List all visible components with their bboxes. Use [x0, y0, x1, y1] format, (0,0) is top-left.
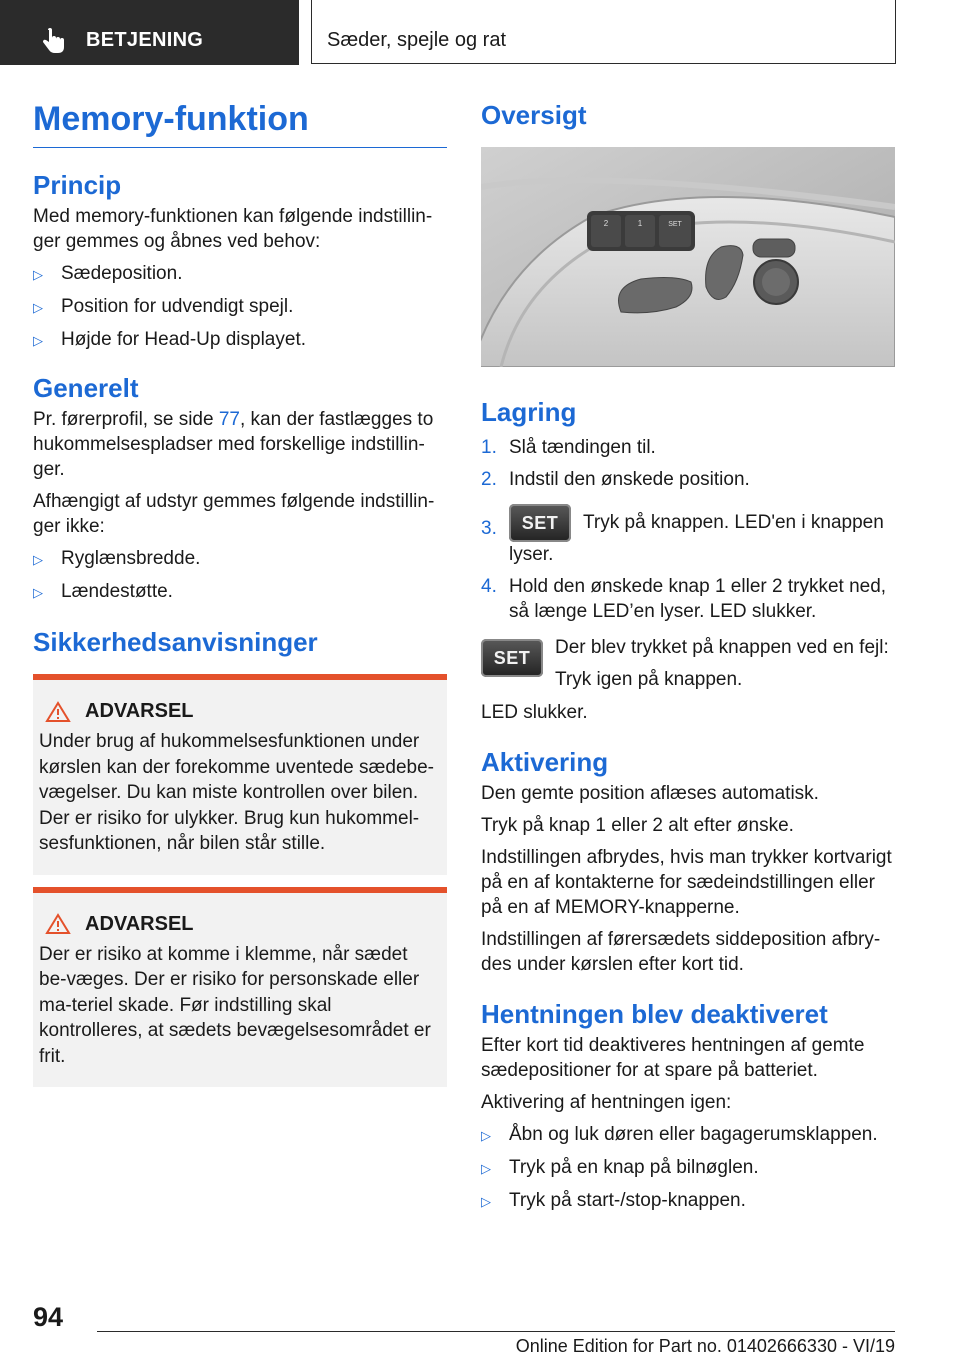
list-item: ▷ Sædeposition. [33, 261, 447, 287]
generelt-paragraph-1: Pr. førerprofil, se side 77, kan der fastlægges to hukommelsespladser med forskellige indstillin-ger. [33, 409, 434, 480]
warning-title: ADVARSEL [85, 700, 194, 722]
list-item: ▷ Tryk på start-/stop-knappen. [481, 1188, 895, 1214]
warning-header [45, 913, 439, 936]
warning-box [33, 674, 447, 875]
aktivering-heading: Aktivering [481, 747, 609, 777]
note-text: Tryk igen på knappen. [555, 669, 743, 690]
list-item: 1. Slå tændingen til. [481, 437, 656, 458]
list-item: ▷ Åbn og luk døren eller bagagerumsklappen. [481, 1122, 895, 1148]
right-column [481, 100, 895, 1214]
left-column [33, 100, 447, 1087]
hentning-paragraph: Efter kort tid deaktiveres hentningen af gemte sædepositioner for at spare på batteriet. [481, 1035, 865, 1081]
edition-note: Online Edition for Part no. 01402666330 - VI/19 [515, 1336, 895, 1356]
list-item: ▷ Lændestøtte. [33, 579, 447, 605]
princip-intro: Med memory-funktionen kan følgende indstillin-ger gemmes og åbnes ved behov: [33, 206, 433, 252]
page-title: Memory-funktion [33, 100, 447, 148]
list-item: ▷ Ryglænsbredde. [33, 546, 447, 572]
warning-text: Der er risiko at komme i klemme, når sædet be-væges. Der er risiko for personskade eller ma-teriel skade. Før indstilling skal kontrolleres, at sædets bevægelsesområdet er frit. [39, 943, 431, 1067]
hentning-heading: Hentningen blev deaktiveret [481, 999, 828, 1029]
set-note [481, 635, 895, 692]
princip-heading: Princip [33, 170, 122, 200]
oversigt-heading: Oversigt [481, 100, 587, 130]
set-label: SET [668, 221, 682, 228]
chapter-tab [311, 0, 896, 64]
list-item: ▷ Højde for Head-Up displayet. [33, 327, 447, 353]
princip-list [33, 261, 447, 353]
triangle-bullet-icon: ▷ [481, 1128, 491, 1143]
warning-header [45, 700, 439, 723]
warning-title: ADVARSEL [85, 912, 194, 935]
page-number: 94 [33, 1302, 64, 1332]
note-text: Der blev trykket på knappen ved en fejl: [555, 637, 889, 658]
chapter-title: Sæder, spejle og rat [327, 29, 506, 51]
set-button-icon: SET [509, 504, 571, 542]
warning-box [33, 887, 447, 1088]
hentning-paragraph: Aktivering af hentningen igen: [481, 1092, 732, 1113]
triangle-bullet-icon: ▷ [481, 1161, 491, 1176]
section-tab [0, 0, 299, 65]
triangle-bullet-icon: ▷ [33, 333, 43, 348]
hand-touch-icon [40, 27, 68, 55]
list-item: ▷ Position for udvendigt spejl. [33, 294, 447, 320]
lagring-heading: Lagring [481, 397, 577, 427]
triangle-bullet-icon: ▷ [481, 1194, 491, 1209]
note-text: LED slukker. [481, 702, 588, 723]
list-item: 3. SET Tryk på knappen. LED'en i knappen lyser. [481, 504, 895, 567]
memory-2-label: 2 [603, 219, 609, 228]
list-item: 2. Indstil den ønskede position. [481, 469, 750, 490]
list-item: ▷ Tryk på en knap på bilnøglen. [481, 1155, 895, 1181]
triangle-bullet-icon: ▷ [33, 585, 43, 600]
seat-controls-illustration [481, 147, 895, 367]
warning-triangle-icon [45, 913, 71, 935]
aktivering-paragraph: Den gemte position aflæses automatisk. [481, 783, 819, 804]
triangle-bullet-icon: ▷ [33, 300, 43, 315]
aktivering-paragraph: Indstillingen afbrydes, hvis man trykker kortvarigt på en af kontakterne for sædeindstillingen eller på en af MEMORY-knapperne. [481, 847, 892, 918]
lagring-steps [481, 435, 895, 624]
warning-text: Under brug af hukommelsesfunktionen under kørslen kan der forekomme uventede sædebe-vægelser. Du kan miste kontrollen over bilen. Der er risiko for ulykker. Brug kun hukommel-sesfunktionen, når bilen står stille. [39, 731, 434, 854]
list-item: 4. Hold den ønskede knap 1 eller 2 trykket ned, så længe LED’en lyser. LED slukker. [481, 576, 887, 622]
triangle-bullet-icon: ▷ [33, 267, 43, 282]
aktivering-paragraph: Indstillingen af førersædets siddeposition afbry-des under kørslen efter kort tid. [481, 929, 881, 975]
page-link[interactable]: 77 [218, 409, 240, 430]
triangle-bullet-icon: ▷ [33, 552, 43, 567]
warning-triangle-icon [45, 701, 71, 723]
safety-heading: Sikkerhedsanvisninger [33, 627, 318, 657]
generelt-heading: Generelt [33, 373, 139, 403]
memory-1-label: 1 [637, 219, 643, 228]
seat-controls-photo [481, 147, 895, 367]
set-button-icon: SET [481, 639, 543, 677]
footer-divider [97, 1331, 895, 1332]
generelt-list [33, 546, 447, 605]
hentning-list [481, 1122, 895, 1214]
aktivering-paragraph: Tryk på knap 1 eller 2 alt efter ønske. [481, 815, 794, 836]
generelt-paragraph-2: Afhængigt af udstyr gemmes følgende indstillin-ger ikke: [33, 491, 435, 537]
section-label: BETJENING [86, 29, 204, 51]
